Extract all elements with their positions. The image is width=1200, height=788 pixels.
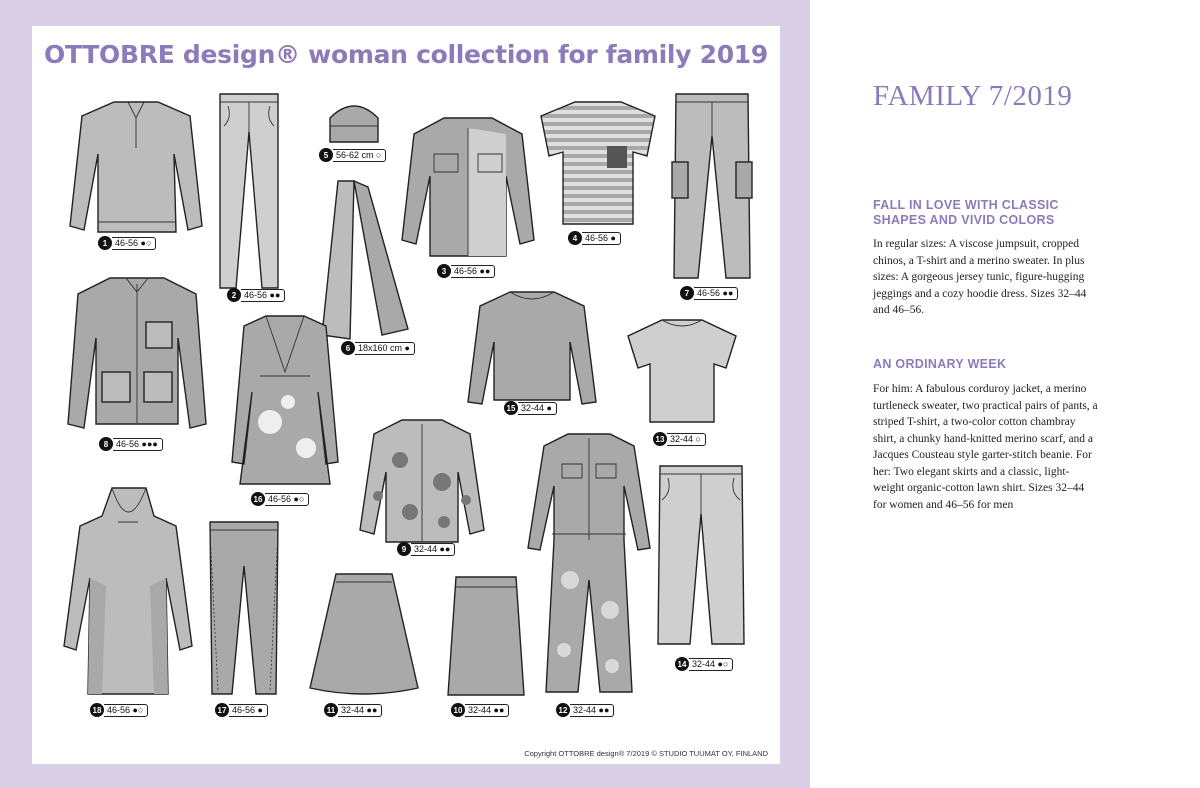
section-body: For him: A fabulous corduroy jacket, a merino turtleneck sweater, two practical pairs of pants, a striped T-shirt, a two-color cotton chambray shirt, a chunky hand-knitted merino scarf, and a Jacques Cousteau style garter-stitch beanie. For her: Two elegant skirts and a classic, light-weight organic-cotton lawn shirt. Sizes 32–44 for women and 46–56 for men (873, 383, 1098, 511)
chinos-icon (218, 92, 280, 292)
copyright-notice: Copyright OTTOBRE design® 7/2019 © STUDIO TUUMAT OY, FINLAND (524, 749, 768, 758)
garment-tag: 3 46-56 ●● (437, 264, 495, 278)
jersey-tunic-icon (230, 312, 340, 490)
jumpsuit-icon (526, 430, 652, 698)
garment-tag: 2 46-56 ●● (227, 288, 285, 302)
issue-title: FAMILY 7/2019 (873, 80, 1073, 112)
corduroy-jacket-icon (66, 274, 208, 434)
garment-tag: 5 56-62 cm ○ (319, 148, 386, 162)
garment-tag: 7 46-56 ●● (680, 286, 738, 300)
garment-tag: 10 32-44 ●● (451, 703, 509, 717)
t-shirt-icon (626, 316, 738, 426)
section-heading: AN ORDINARY WEEK (873, 357, 1007, 371)
section-heading: FALL IN LOVE WITH CLASSIC SHAPES AND VIVID COLORS (873, 198, 1059, 227)
section-body: In regular sizes: A viscose jumpsuit, cropped chinos, a T-shirt and a merino sweater. In plus sizes: A gorgeous jersey tunic, figure-hugging jeggings and a cozy hoodie dress. Sizes 32–44 and 46–56. (873, 238, 1087, 316)
quarter-zip-sweater-icon (68, 94, 204, 240)
beanie-icon (326, 98, 382, 146)
cargo-pants-icon (672, 92, 752, 282)
garment-tag: 8 46-56 ●●● (99, 437, 163, 451)
garment-tag: 12 32-44 ●● (556, 703, 614, 717)
merino-sweater-icon (466, 288, 598, 408)
floral-shirt-icon (358, 416, 486, 548)
garment-tag: 18 46-56 ●○ (90, 703, 148, 717)
right-page (810, 0, 1200, 788)
garment-tag: 1 46-56 ●○ (98, 236, 156, 250)
straight-skirt-icon (446, 575, 526, 699)
garment-tag: 11 32-44 ●● (324, 703, 382, 717)
sheet-title: OTTOBRE design® woman collection for family 2019 (44, 40, 768, 69)
jeggings-icon (206, 520, 282, 698)
garment-tag: 17 46-56 ● (215, 703, 268, 717)
garment-tag: 9 32-44 ●● (397, 542, 455, 556)
garment-tag: 4 46-56 ● (568, 231, 621, 245)
garment-tag: 13 32-44 ○ (653, 432, 706, 446)
garment-tag: 16 46-56 ●○ (251, 492, 309, 506)
garment-overview-sheet (32, 26, 780, 764)
garment-tag: 14 32-44 ●○ (675, 657, 733, 671)
two-color-shirt-icon (400, 114, 536, 264)
garment-tag: 15 32-44 ● (504, 401, 557, 415)
garment-tag: 6 18x160 cm ● (341, 341, 415, 355)
flared-skirt-icon (308, 572, 420, 698)
hoodie-dress-icon (62, 486, 194, 700)
striped-t-shirt-icon (537, 98, 659, 228)
cropped-chinos-icon (656, 464, 746, 648)
